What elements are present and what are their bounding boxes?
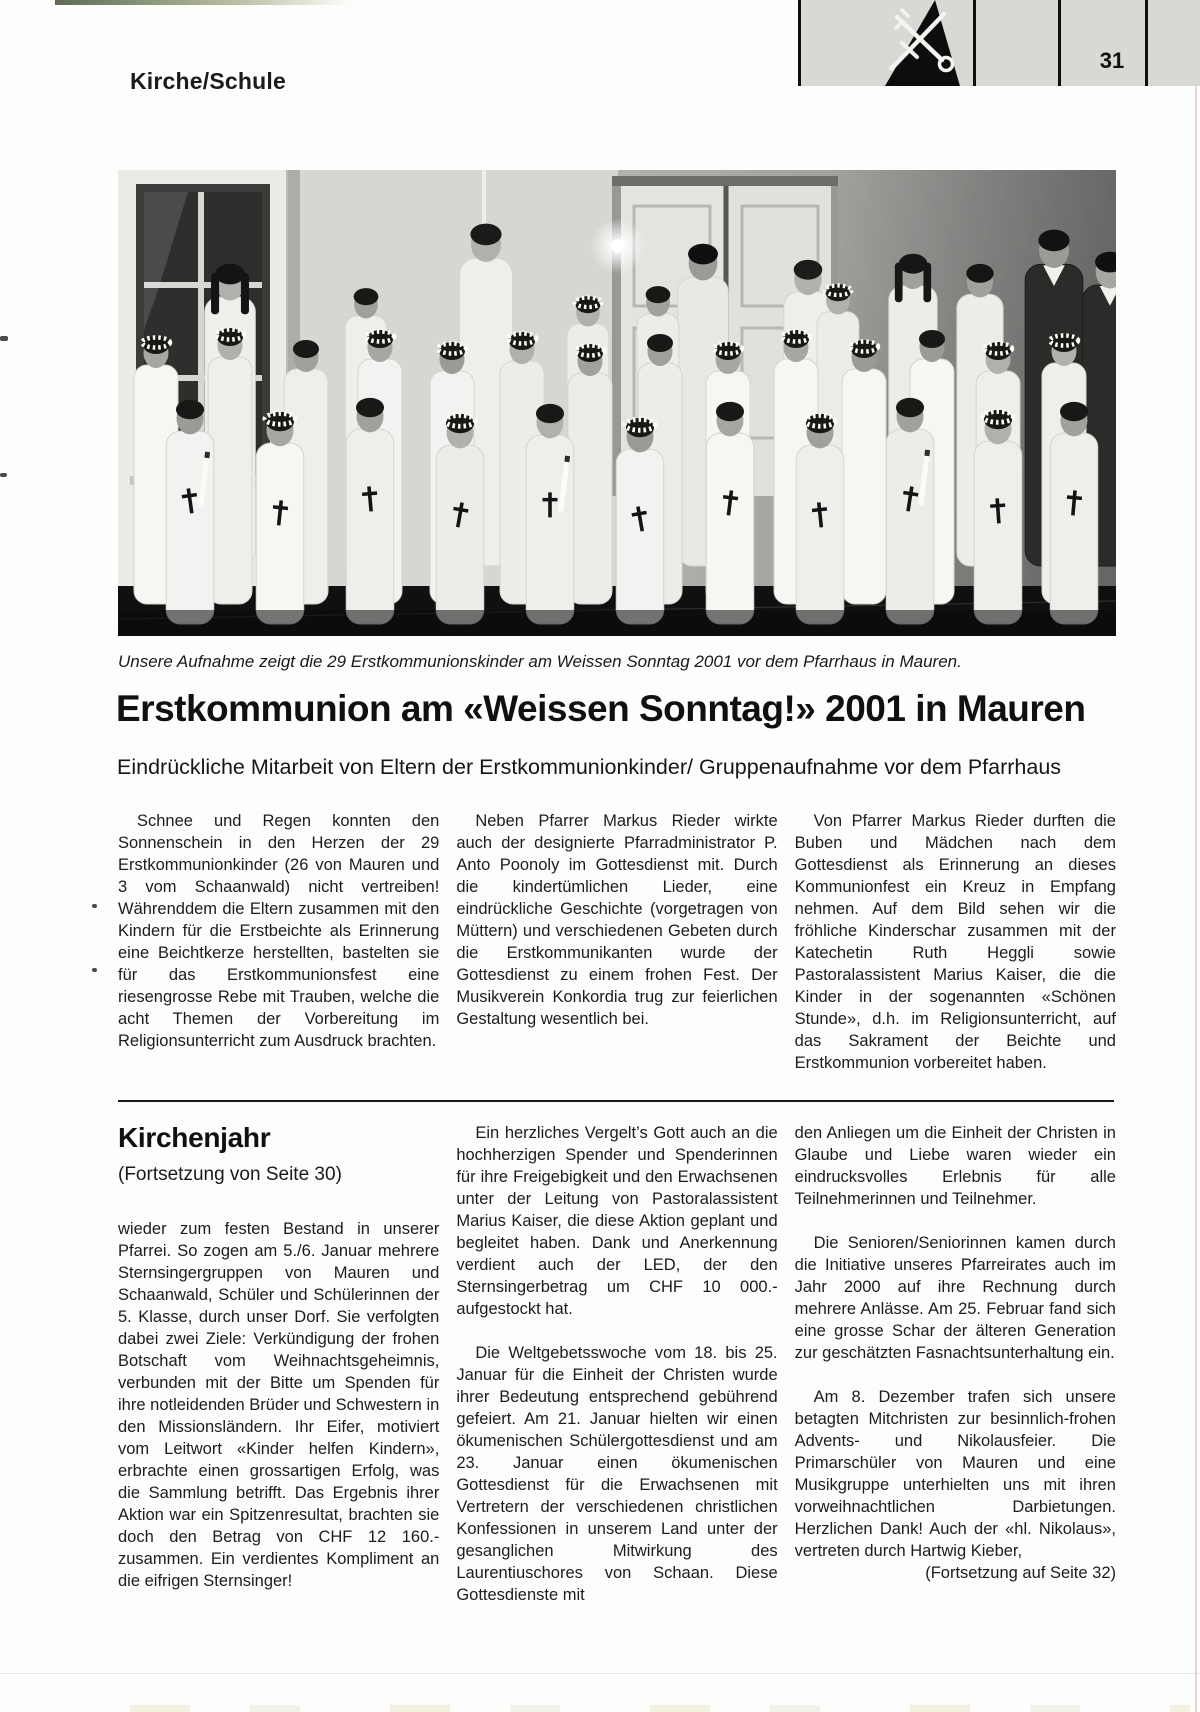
article1-col3-paragraph: Von Pfarrer Markus Rieder durften die Buben und Mädchen nach dem Gottesdienst als Erinnerung an dieses Kommunionfest ein Kreuz in Empfang nehmen. Auf dem Bild sehen wir die fröhliche Kinderschar zusammen mit der Katechetin Ruth Heggli sowie Pastoralassistent Marius Kaiser, die die Kinder in der sogenannten «Schönen Stunde», d.h. im Religionsunterricht, auf das Sakrament der Beichte und Erstkommunion vorbereitet haben. [794,812,1116,1072]
article2-col3-paragraph-3: Am 8. Dezember trafen sich unsere betagten Mitchristen zur besinnlich-frohen Advents- und Nikolausfeier. Die Primarschüler von Mauren und eine Musikgruppe unterhielten uns mit ihren vorweihnachtlichen Darbietungen. Herzlichen Dank! Auch der «hl. Nikolaus», vertreten durch Hartwig Kieber, [794,1388,1116,1560]
column-3 [795,810,1116,1074]
section-label: Kirche/Schule [130,68,286,94]
kirchenjahr-heading: Kirchenjahr [118,1122,271,1153]
continuation-note: (Fortsetzung von Seite 30) [118,1164,342,1185]
column-2 [456,810,777,1074]
article-erstkommunion-columns [118,810,1116,1074]
article2-col2-paragraph-2: Die Weltgebetsswoche vom 18. bis 25. Januar für die Einheit der Christen wurde ihrer Bedeutung entsprechend gebührend gefeiert. Am 21. Januar hielten wir einen ökumenischen Schülergottesdienst und am 23. Januar einen ökumenischen Gottesdienst für die Erwachsenen mit Vertretern der verschiedenen christlichen Konfessionen in unserem Land unter der gesanglichen Mitwirkung des Laurentiuschores von Schaan. Diese Gottesdienste mit [456,1344,778,1604]
scan-mark [92,968,97,972]
band-divider [973,0,976,86]
scan-mark [0,336,8,341]
article1-col2-paragraph: Neben Pfarrer Markus Rieder wirkte auch der designierte Pfarradministrator P. Anto Poonoly im Gottesdienst mit. Durch die kindertümlichen Lieder, eine eindrückliche Geschichte (vorgetragen von Müttern) und verschiedenen Gebeten durch die Erstkommunikanten wurde der Gottesdienst zu einem frohen Fest. Der Musikverein Konkordia trug zur feierlichen Gestaltung wesentlich bei. [456,812,778,1028]
scan-smudges-bottom [130,1705,1190,1712]
column-3 [795,1122,1116,1606]
scan-mark [92,904,97,908]
scan-smudge-top [55,0,350,5]
section-divider-rule [118,1100,1114,1102]
article1-col1-paragraph: Schnee und Regen konnten den Sonnenschein in den Herzen der 29 Erstkommunionkinder (26 von Mauren und 3 vom Schaanwald) nicht vertreiben! Währenddem die Eltern zusammen mit den Kindern für die Erstbeichte als Erinnerung eine Beichtkerze herstellten, bastelten sie für das Erstkommunionsfest eine riesengrosse Rebe mit Trauben, welche die acht Themen der Vorbereitung im Religionsunterricht zum Ausdruck brachten. [118,812,440,1050]
article2-col2-paragraph-1: Ein herzliches Vergelt’s Gott auch an die hochherzigen Spender und Spenderinnen für ihre Freigebigkeit und den Erwachsenen unter der Leitung von Pastoralassistent Marius Kaiser, die diese Aktion geplant und begleitet haben. Dank und Anerkennung verdient auch der LED, der den Sternsingerbetrag um CHF 10 000.- aufgestockt hat. [456,1124,778,1318]
column-2 [456,1122,777,1606]
article2-col3-paragraph-1: den Anliegen um die Einheit der Christen in Glaube und Liebe waren wieder ein eindrucksvolles Erlebnis für alle Teilnehmerinnen und Teilnehmer. [794,1124,1116,1208]
scan-line-bottom [0,1673,1200,1674]
column-1 [118,1122,439,1606]
scan-mark [0,473,7,477]
continuation-forward: (Fortsetzung auf Seite 32) [925,1564,1116,1582]
band-divider [1058,0,1061,86]
article2-col1-paragraph: wieder zum festen Bestand in unserer Pfarrei. So zogen am 5./6. Januar mehrere Sternsingergruppen von Mauren und Schaanwald, Schüler und Schülerinnen der 5. Klasse, durch unser Dorf. Sie verfolgten dabei zwei Ziele: Verkündigung der frohen Botschaft vom Weihnachtsgeheimnis, verbunden mit der Bitte um Spenden für ihre notleidenden Brüder und Schwestern in den Missionsländern. Ihr Eifer, motiviert vom Leitwort «Kinder helfen Kindern», erbrachte einen grossartigen Erfolg, was die Sammlung betrifft. Das Ergebnis ihrer Aktion war ein Spitzenresultat, brachten sie doch den Betrag von CHF 12 160.-zusammen. Ein verdientes Kompliment an die eifrigen Sternsinger! [118,1220,440,1590]
band-divider [798,0,801,86]
article-subheadline: Eindrückliche Mitarbeit von Eltern der Erstkommunionkinder/ Gruppenaufnahme vor dem Pfarrhaus [117,755,1062,779]
photo-caption: Unsere Aufnahme zeigt die 29 Erstkommunionskinder am Weissen Sonntag 2001 vor dem Pfarrhaus in Mauren. [118,652,962,671]
coat-of-arms-icon [798,0,1200,86]
header-band [798,0,1200,86]
page-number: 31 [1099,48,1125,73]
article-headline: Erstkommunion am «Weissen Sonntag!» 2001 in Mauren [116,688,1086,729]
column-1 [118,810,439,1074]
article2-col3-paragraph-2: Die Senioren/Seniorinnen kamen durch die Initiative unseres Pfarreirates auch im Jahr 2000 auf ihre Rechnung durch mehrere Anlässe. Am 25. Februar fand sich eine grosse Schar der älteren Generation zur geschätzten Fasnachtsunterhaltung ein. [794,1234,1116,1362]
scan-edge-right [1195,0,1197,1712]
article-kirchenjahr-columns [118,1122,1116,1606]
communion-group-photo [118,170,1116,636]
band-divider [1145,0,1148,86]
